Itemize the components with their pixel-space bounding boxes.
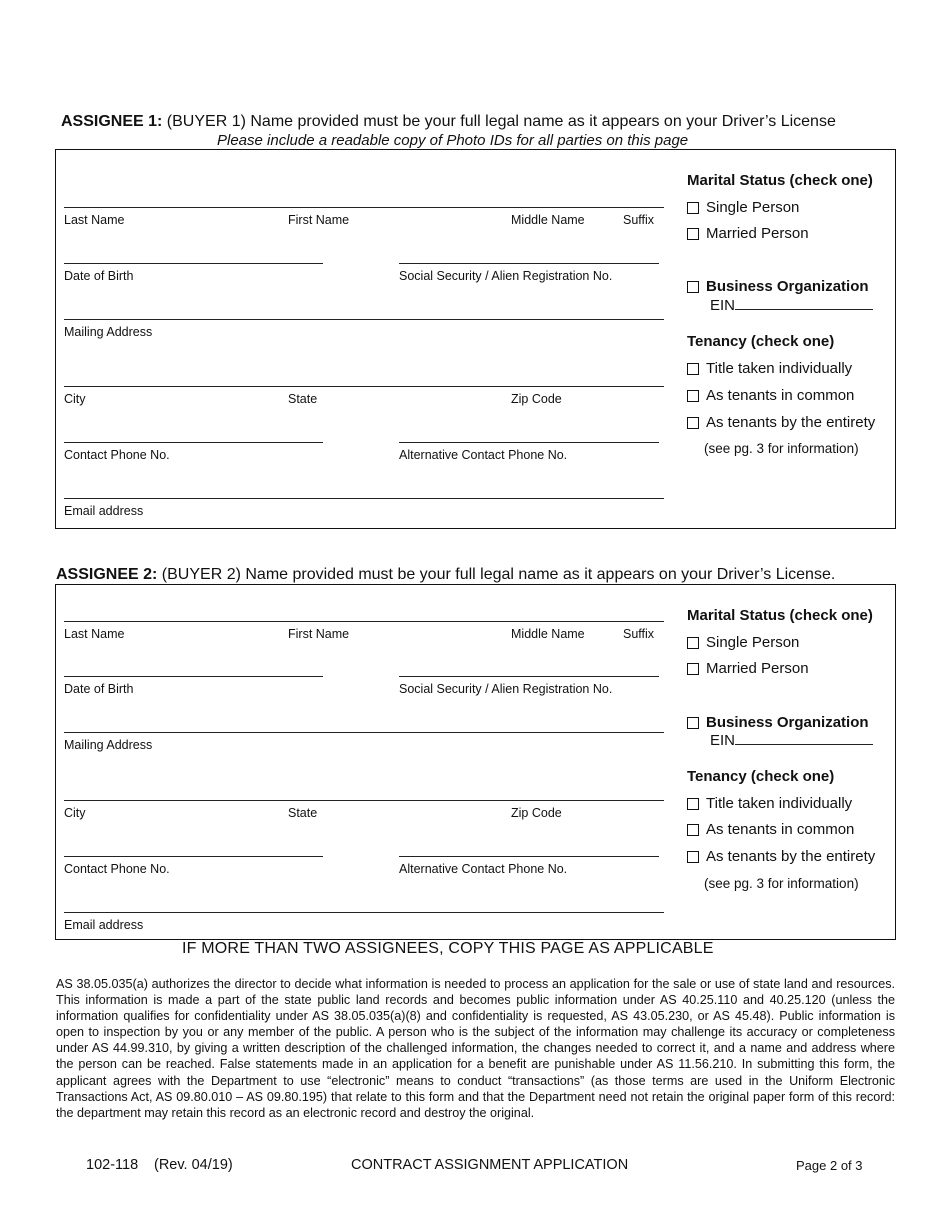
a2-first-name-label: First Name xyxy=(288,627,350,641)
a2-alt-phone-line[interactable] xyxy=(399,856,659,857)
a1-single-label: Single Person xyxy=(706,199,800,216)
checkbox-icon[interactable] xyxy=(687,798,699,810)
a1-single-option[interactable] xyxy=(687,199,799,216)
a1-married-label: Married Person xyxy=(706,225,809,242)
a2-single-label: Single Person xyxy=(706,634,800,651)
checkbox-icon[interactable] xyxy=(687,717,699,729)
a1-name-line[interactable] xyxy=(64,207,664,208)
a1-business-option[interactable] xyxy=(687,278,869,295)
checkbox-icon[interactable] xyxy=(687,824,699,836)
a2-common-label: As tenants in common xyxy=(706,821,855,838)
a2-tenancy-heading: Tenancy (check one) xyxy=(687,768,835,785)
a2-mailing-line[interactable] xyxy=(64,732,664,733)
assignee2-heading xyxy=(56,566,835,584)
a1-marital-heading: Marital Status (check one) xyxy=(687,172,873,189)
a1-ein-label: EIN xyxy=(710,297,736,314)
a2-ein-line[interactable] xyxy=(735,732,873,745)
a2-married-label: Married Person xyxy=(706,660,809,677)
a1-dob-line[interactable] xyxy=(64,263,323,264)
a1-ssn-line[interactable] xyxy=(399,263,659,264)
a2-business-label: Business Organization xyxy=(706,714,869,731)
a1-common-label: As tenants in common xyxy=(706,387,855,404)
a1-mailing-line[interactable] xyxy=(64,319,664,320)
a2-individually-label: Title taken individually xyxy=(706,795,853,812)
assignee2-heading-text: (BUYER 2) Name provided must be your full legal name as it appears on your Driver’s License. xyxy=(157,566,836,583)
a2-name-line[interactable] xyxy=(64,621,664,622)
legal-disclosure: AS 38.05.035(a) authorizes the director to decide what information is needed to process an application for the sale or use of state land and resources. This information is made a part of the state public land records and becomes public information under AS 40.25.110 and 40.25.120 (unless the information qualifies for confidentiality under AS 38.05.035(a)(8) and confidentiality is requested, AS 43.05.230, or AS 45.48). Public information is open to inspection by you or any member of the public. A person who is the subject of the information may challenge its accuracy or completeness under AS 44.99.310, by giving a written description of the challenged information, the changes needed to correct it, and a name and address where the person can be reached. False statements made in an application for a benefit are punishable under AS 11.56.210. In submitting this form, the applicant agrees with the Department to use “electronic” means to conduct “transactions” (as those terms are used in the Uniform Electronic Transactions Act, AS 09.80.010 – AS 09.80.195) that relate to this form and that the Department need not retain the original paper form of this record: the department may retain this record as an electronic record and destroy the original. xyxy=(56,977,895,1120)
a2-ein-label: EIN xyxy=(710,732,736,749)
a1-see-page-note: (see pg. 3 for information) xyxy=(704,441,859,456)
a1-email-label: Email address xyxy=(64,504,144,518)
a2-last-name-label: Last Name xyxy=(64,627,125,641)
a1-suffix-label: Suffix xyxy=(623,213,655,227)
assignee1-heading xyxy=(61,113,836,131)
checkbox-icon[interactable] xyxy=(687,363,699,375)
a2-dob-line[interactable] xyxy=(64,676,323,677)
a1-common-option[interactable] xyxy=(687,387,854,404)
a2-city-line[interactable] xyxy=(64,800,664,801)
assignee2-heading-label: ASSIGNEE 2: xyxy=(56,566,158,583)
a2-entirety-option[interactable] xyxy=(687,848,875,865)
a1-city-label: City xyxy=(64,392,86,406)
a2-email-line[interactable] xyxy=(64,912,664,913)
a2-see-page-note: (see pg. 3 for information) xyxy=(704,876,859,891)
a1-last-name-label: Last Name xyxy=(64,213,125,227)
a2-entirety-label: As tenants by the entirety xyxy=(706,848,876,865)
a2-suffix-label: Suffix xyxy=(623,627,655,641)
a2-ssn-label: Social Security / Alien Registration No. xyxy=(399,682,613,696)
checkbox-icon[interactable] xyxy=(687,390,699,402)
assignee2-section xyxy=(55,584,896,940)
a1-entirety-option[interactable] xyxy=(687,414,875,431)
a2-single-option[interactable] xyxy=(687,634,799,651)
a2-ein-field[interactable] xyxy=(710,732,873,749)
checkbox-icon[interactable] xyxy=(687,202,699,214)
a1-dob-label: Date of Birth xyxy=(64,269,134,283)
a1-state-label: State xyxy=(288,392,318,406)
a2-phone-label: Contact Phone No. xyxy=(64,862,170,876)
a1-individually-option[interactable] xyxy=(687,360,852,377)
a1-individually-label: Title taken individually xyxy=(706,360,853,377)
a1-alt-phone-line[interactable] xyxy=(399,442,659,443)
checkbox-icon[interactable] xyxy=(687,851,699,863)
a2-middle-name-label: Middle Name xyxy=(511,627,585,641)
checkbox-icon[interactable] xyxy=(687,281,699,293)
a1-ssn-label: Social Security / Alien Registration No. xyxy=(399,269,613,283)
a2-common-option[interactable] xyxy=(687,821,854,838)
a1-phone-label: Contact Phone No. xyxy=(64,448,170,462)
checkbox-icon[interactable] xyxy=(687,637,699,649)
a1-business-label: Business Organization xyxy=(706,278,869,295)
form-title: CONTRACT ASSIGNMENT APPLICATION xyxy=(351,1157,629,1173)
a1-entirety-label: As tenants by the entirety xyxy=(706,414,876,431)
a1-ein-field[interactable] xyxy=(710,297,873,314)
copy-page-notice: IF MORE THAN TWO ASSIGNEES, COPY THIS PAGE AS APPLICABLE xyxy=(182,940,714,957)
a1-first-name-label: First Name xyxy=(288,213,350,227)
a2-alt-phone-label: Alternative Contact Phone No. xyxy=(399,862,568,876)
a1-married-option[interactable] xyxy=(687,225,809,242)
assignee1-heading-text: (BUYER 1) Name provided must be your full legal name as it appears on your Driver’s License xyxy=(162,113,836,130)
a1-email-line[interactable] xyxy=(64,498,664,499)
a2-individually-option[interactable] xyxy=(687,795,852,812)
a1-middle-name-label: Middle Name xyxy=(511,213,585,227)
assignee1-section xyxy=(55,149,896,529)
checkbox-icon[interactable] xyxy=(687,663,699,675)
a2-ssn-line[interactable] xyxy=(399,676,659,677)
form-number: 102-118 xyxy=(86,1157,139,1173)
a2-email-label: Email address xyxy=(64,918,144,932)
a2-zip-label: Zip Code xyxy=(511,806,562,820)
assignee1-heading-label: ASSIGNEE 1: xyxy=(61,113,163,130)
a2-married-option[interactable] xyxy=(687,660,809,677)
a1-alt-phone-label: Alternative Contact Phone No. xyxy=(399,448,568,462)
checkbox-icon[interactable] xyxy=(687,228,699,240)
photo-id-note: Please include a readable copy of Photo IDs for all parties on this page xyxy=(217,132,689,149)
a1-ein-line[interactable] xyxy=(735,297,873,310)
a1-mailing-label: Mailing Address xyxy=(64,325,153,339)
page-indicator: Page 2 of 3 xyxy=(796,1158,863,1173)
a2-mailing-label: Mailing Address xyxy=(64,738,153,752)
a2-marital-heading: Marital Status (check one) xyxy=(687,607,873,624)
a2-phone-line[interactable] xyxy=(64,856,323,857)
a2-state-label: State xyxy=(288,806,318,820)
a2-business-option[interactable] xyxy=(687,714,869,731)
form-revision: (Rev. 04/19) xyxy=(154,1157,233,1173)
checkbox-icon[interactable] xyxy=(687,417,699,429)
a2-dob-label: Date of Birth xyxy=(64,682,134,696)
a1-tenancy-heading: Tenancy (check one) xyxy=(687,333,835,350)
a1-phone-line[interactable] xyxy=(64,442,323,443)
a2-city-label: City xyxy=(64,806,86,820)
a1-zip-label: Zip Code xyxy=(511,392,562,406)
a1-city-line[interactable] xyxy=(64,386,664,387)
